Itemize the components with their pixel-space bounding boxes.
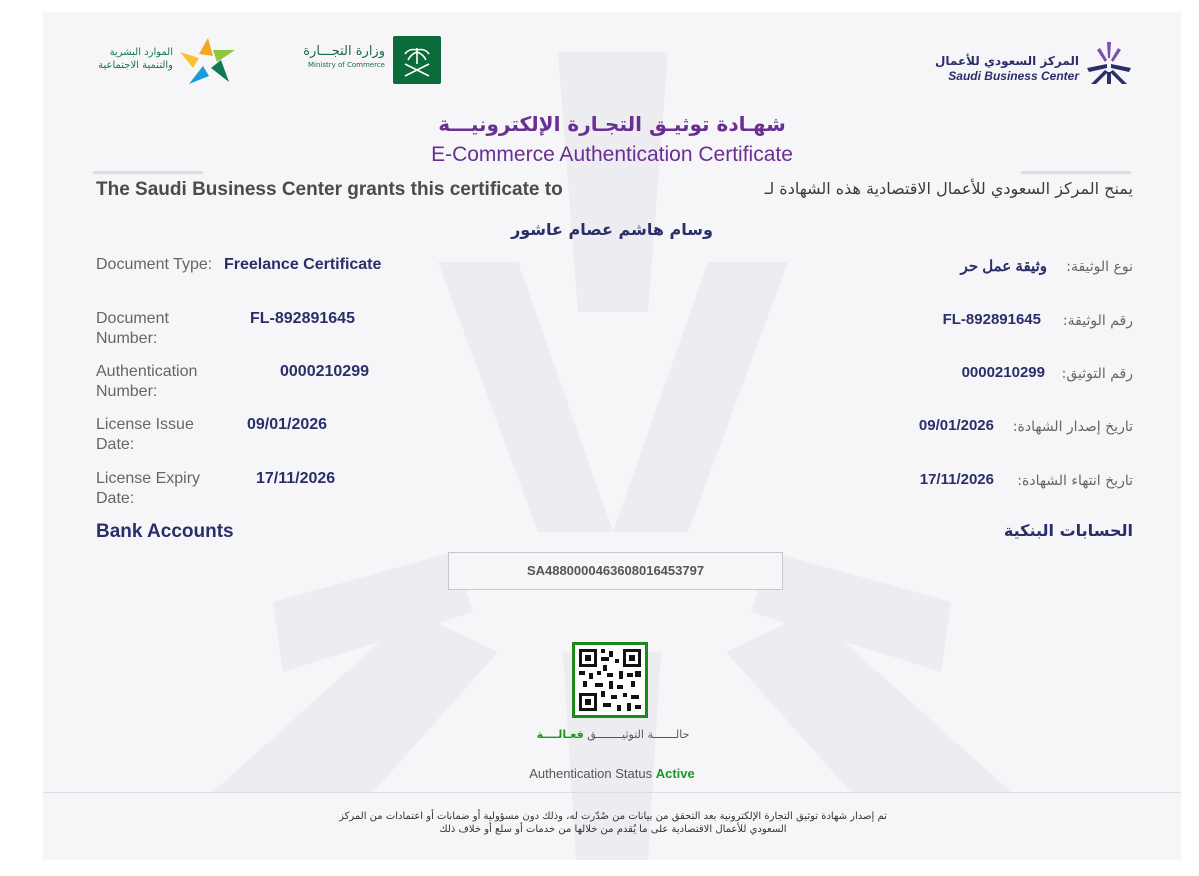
sbc-logo: [935, 38, 1135, 88]
status-label-ar: حالـــــــة التوثيــــــــق: [587, 728, 690, 741]
hrsd-star-icon: [177, 36, 239, 88]
status-value-en: Active: [655, 766, 695, 781]
certificate-title-en: E-Commerce Authentication Certificate: [431, 143, 793, 166]
certificate-title-ar: شهـادة توثيـق التجـارة الإلكترونيـــة: [438, 112, 786, 136]
authentication-status-ar: [503, 728, 723, 742]
field-row-document-type: [43, 255, 1181, 305]
field-value-en: Freelance Certificate: [224, 256, 382, 273]
status-value-ar: فعـالــــة: [536, 728, 584, 741]
iban-field: SA4880000463608016453797: [448, 552, 783, 590]
field-label-ar: تاريخ انتهاء الشهادة:: [1017, 473, 1133, 489]
field-label-en: Document Type:: [96, 256, 213, 273]
footer-line-2: السعودي للأعمال الاقتصادية على ما يُقدم من خلالها من خدمات أو سلع أو خلاف ذلك: [439, 824, 787, 835]
grant-statement-en: The Saudi Business Center grants this certificate to: [96, 179, 563, 200]
field-row-document-number: [43, 309, 1181, 359]
status-label-en: Authentication Status: [529, 766, 653, 781]
field-value-ar: 17/11/2026: [919, 471, 994, 488]
field-value-ar: FL-892891645: [942, 311, 1041, 328]
field-label-ar: تاريخ إصدار الشهادة:: [1012, 419, 1133, 435]
field-label-en: Authentication Number:: [96, 363, 198, 400]
footer-disclaimer: [323, 810, 903, 836]
field-label-ar: رقم التوثيق:: [1061, 366, 1133, 382]
certificate-page: [43, 12, 1181, 860]
sbc-logo-icon: [1083, 38, 1135, 88]
field-value-ar: 09/01/2026: [918, 417, 994, 434]
sbc-logo-ar: المركز السعودي للأعمال: [935, 54, 1079, 68]
field-value-en: 09/01/2026: [247, 416, 328, 433]
field-row-authentication-number: [43, 362, 1181, 412]
field-value-ar: وثيقة عمل حر: [960, 258, 1047, 275]
field-row-expiry-date: [43, 469, 1181, 519]
moc-logo-ar: وزارة التجـــارة: [303, 44, 385, 59]
recipient-name: وسام هاشم عصام عاشور: [511, 220, 713, 239]
hrsd-logo-text: الموارد البشرية والتنمية الاجتماعية: [98, 47, 173, 71]
field-value-ar: 0000210299: [961, 364, 1045, 381]
field-label-ar: رقم الوثيقة:: [1062, 313, 1133, 329]
field-row-issue-date: [43, 415, 1181, 465]
grant-statement-ar: يمنح المركز السعودي للأعمال الاقتصادية هذه الشهادة لـ: [764, 179, 1133, 198]
bank-accounts-heading-en: Bank Accounts: [96, 521, 234, 542]
field-label-en: License Expiry Date:: [96, 470, 201, 507]
field-value-en: 0000210299: [280, 363, 369, 380]
footer-divider: [43, 792, 1181, 793]
sbc-logo-en: Saudi Business Center: [948, 69, 1079, 83]
moc-logo-en: Ministry of Commerce: [308, 61, 385, 69]
qr-code-icon[interactable]: [572, 642, 648, 718]
palm-swords-emblem-icon: [393, 36, 441, 84]
divider-left: [93, 171, 203, 174]
footer-line-1: تم إصدار شهادة توثيق التجارة الإلكترونية بعد التحقق من بيانات من صُدّرت له، وذلك دون مسؤولية أو ضمانات أو اعتمادات من المركز: [339, 811, 887, 822]
bank-accounts-heading-ar: الحسابات البنكية: [1003, 521, 1133, 540]
field-value-en: FL-892891645: [250, 310, 355, 327]
hrsd-logo: [81, 36, 281, 88]
field-label-en: Document Number:: [96, 310, 169, 347]
authentication-status-en: [43, 766, 1181, 781]
field-value-en: 17/11/2026: [256, 470, 336, 487]
field-label-en: License Issue Date:: [96, 416, 194, 453]
moc-logo: [297, 36, 443, 88]
field-label-ar: نوع الوثيقة:: [1066, 259, 1133, 275]
divider-right: [1021, 171, 1131, 174]
